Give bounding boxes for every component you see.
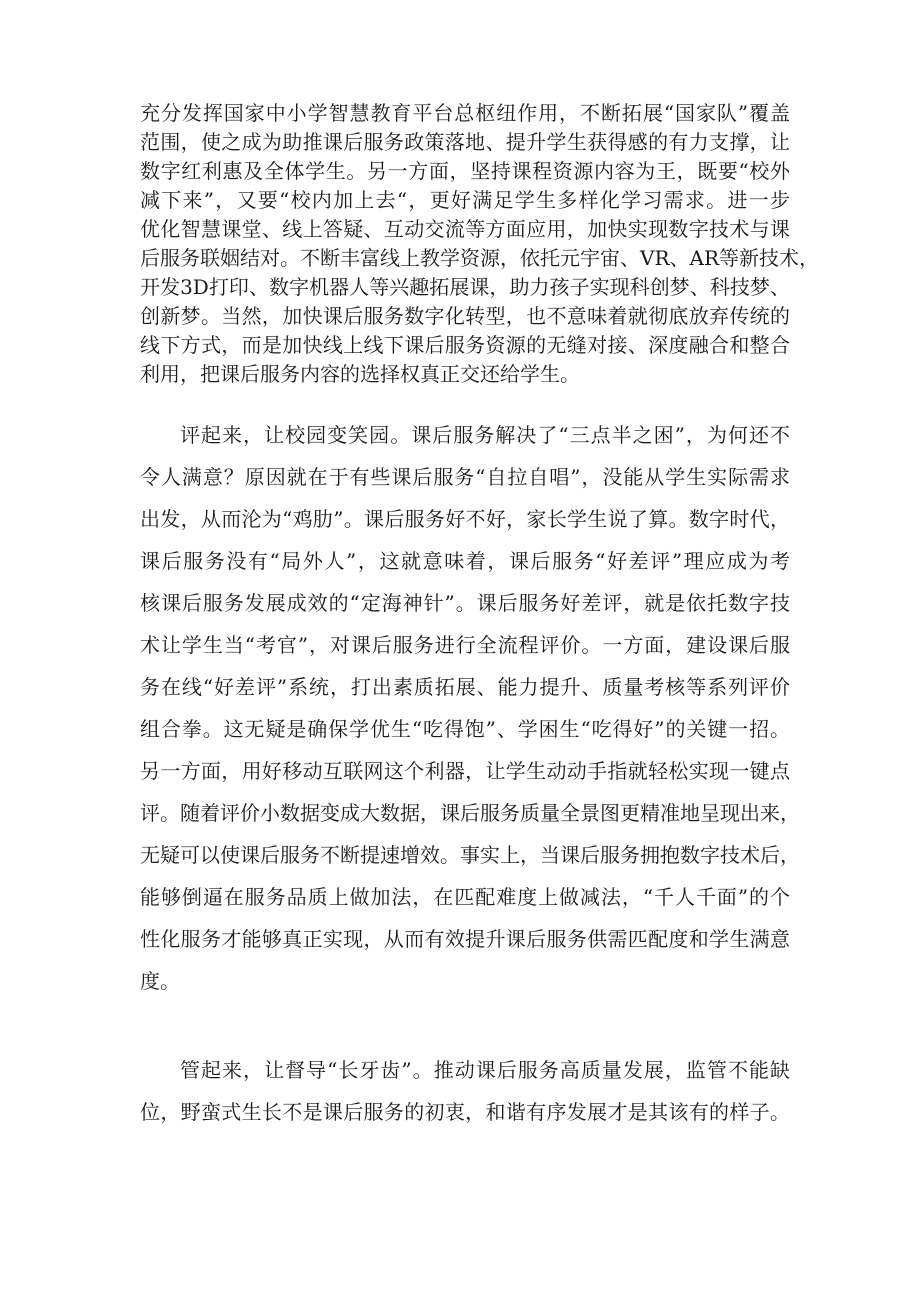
paragraph-line: 位，野蛮式生长不是课后服务的初衷，和谐有序发展才是其该有的样子。	[140, 1100, 790, 1124]
paragraph-line: 性化服务才能够真正实现，从而有效提升课后服务供需匹配度和学生满意	[140, 927, 790, 951]
paragraph-line: 核课后服务发展成效的“定海神针”。课后服务好差评，就是依托数字技	[140, 591, 790, 615]
paragraph-line: 无疑可以使课后服务不断提速增效。事实上，当课后服务拥抱数字技术后，	[140, 843, 800, 867]
paragraph-line: 组合拳。这无疑是确保学优生“吃得饱”、学困生“吃得好”的关键一招。	[140, 717, 790, 741]
paragraph-line: 充分发挥国家中小学智慧教育平台总枢纽作用，不断拓展“国家队”覆盖	[140, 101, 790, 125]
paragraph-line: 课后服务没有“局外人”，这就意味着，课后服务“好差评”理应成为考	[140, 549, 790, 573]
paragraph-line: 创新梦。当然，加快课后服务数字化转型，也不意味着就彻底放弃传统的	[140, 304, 790, 328]
paragraph-line: 开发3D打印、数字机器人等兴趣拓展课，助力孩子实现科创梦、科技梦、	[140, 275, 790, 299]
paragraph-line: 度。	[140, 969, 180, 993]
paragraph-line: 令人满意？原因就在于有些课后服务“自拉自唱”，没能从学生实际需求	[140, 465, 790, 489]
paragraph-line: 评。随着评价小数据变成大数据，课后服务质量全景图更精准地呈现出来，	[140, 801, 800, 825]
paragraph-line: 术让学生当“考官”，对课后服务进行全流程评价。一方面，建设课后服	[140, 633, 790, 657]
paragraph-line: 利用，把课后服务内容的选择权真正交还给学生。	[140, 362, 580, 386]
paragraph-line: 后服务联姻结对。不断丰富线上教学资源，依托元宇宙、VR、AR等新技术，	[140, 246, 820, 270]
paragraph-line: 务在线“好差评”系统，打出素质拓展、能力提升、质量考核等系列评价	[140, 675, 790, 699]
paragraph-line: 管起来，让督导“长牙齿”。推动课后服务高质量发展，监管不能缺	[180, 1058, 790, 1082]
paragraph-line: 评起来，让校园变笑园。课后服务解决了“三点半之困”，为何还不	[180, 423, 790, 447]
paragraph-line: 数字红利惠及全体学生。另一方面，坚持课程资源内容为王，既要“校外	[140, 159, 790, 183]
paragraph-line: 线下方式，而是加快线上线下课后服务资源的无缝对接、深度融合和整合	[140, 333, 790, 357]
paragraph-line: 减下来”，又要“校内加上去“，更好满足学生多样化学习需求。进一步	[140, 188, 790, 212]
paragraph-line: 另一方面，用好移动互联网这个利器，让学生动动手指就轻松实现一键点	[140, 759, 790, 783]
paragraph-line: 能够倒逼在服务品质上做加法，在匹配难度上做减法，“千人千面”的个	[140, 885, 790, 909]
paragraph-line: 出发，从而沦为“鸡肋”。课后服务好不好，家长学生说了算。数字时代，	[140, 507, 790, 531]
paragraph-line: 范围，使之成为助推课后服务政策落地、提升学生获得感的有力支撑，让	[140, 130, 790, 154]
paragraph-line: 优化智慧课堂、线上答疑、互动交流等方面应用，加快实现数字技术与课	[140, 217, 790, 241]
